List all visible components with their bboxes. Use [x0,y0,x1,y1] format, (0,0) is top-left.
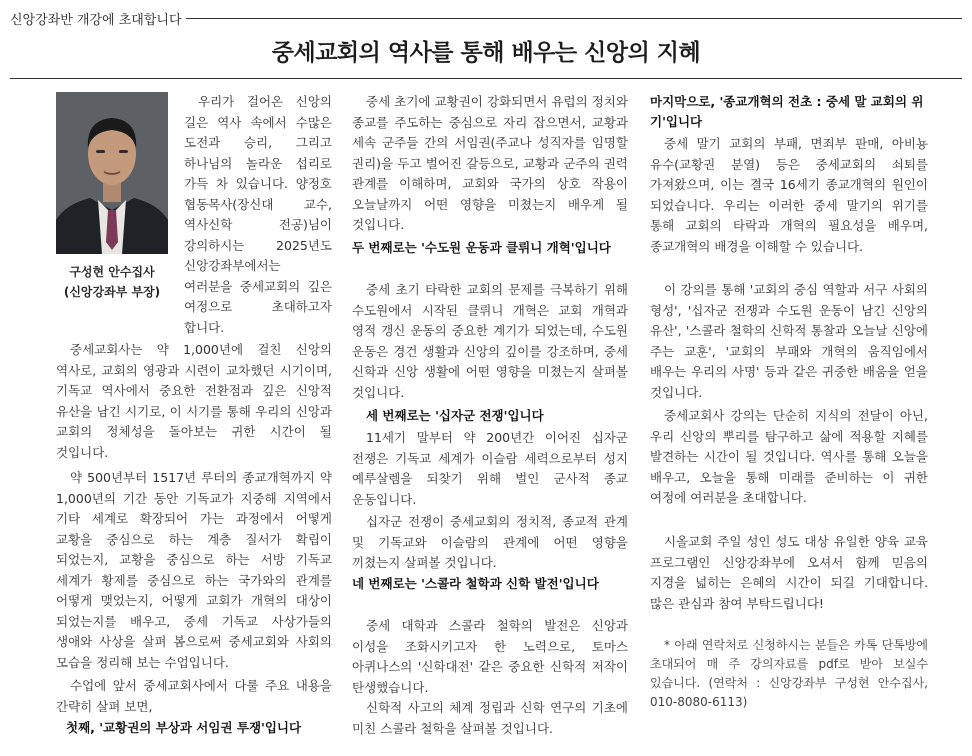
portrait-illustration [56,92,168,254]
col2-paragraph-4: 십자군 전쟁이 중세교회의 정치적, 종교적 관계 및 기독교와 이슬람의 관계에 어떤 영향을 끼쳤는지 살펴볼 것입니다. [352,514,628,570]
portrait-photo [56,92,168,254]
col2-paragraph-3: 11세기 말부터 약 200년간 이어진 십자군 전쟁은 기독교 세계가 이슬람 세력으로부터 성지 예루살렘을 되찾기 위해 벌인 군사적 종교 운동입니다. [352,430,628,507]
col2-paragraph-5: 중세 대학과 스콜라 철학의 발전은 신앙과 이성을 조화시키고자 한 노력으로, 토마스 아퀴나스의 '신학대전' 같은 중요한 신학적 저작이 탄생했습니다. [352,618,628,695]
kicker-rule [186,18,962,19]
col1-paragraph-2: 중세교회사는 약 1,000년에 걸친 신앙의 역사로, 교회의 영광과 시련이 교차했던 시기이며, 기독교 역사에서 중요한 전환점과 깊은 신앙적 유산을 남긴 시기로, 이 시기를 통해 우리의 신앙과 교회의 정체성을 돌아보는 귀한 시간이 될 것입니다. [56,342,332,460]
subheading-2: 두 번째로는 '수도원 운동과 클뤼니 개혁'입니다 [352,240,611,255]
col2-paragraph-1: 중세 초기에 교황권이 강화되면서 유럽의 정치와 종교를 주도하는 중심으로 자리 잡으면서, 교황과 세속 군주들 간의 서임권(주교나 성직자를 임명할 권리)을 두고 벌어진 갈등으로, 교황과 군주의 권력 관계를 이해하며, 교회와 국가의 상호 작용이 오늘날까지 어떤 영향을 미쳤는지 배우게 될 것입니다. [352,94,628,232]
author-caption [50,262,174,302]
section-kicker [10,8,962,28]
author-name: 구성현 안수집사 [69,265,155,279]
col2-paragraph-2: 중세 초기 타락한 교회의 문제를 극복하기 위해 수도원에서 시작된 클뤼니 개혁은 교회 개혁과 영적 갱신 운동의 중요한 계기가 되었는데, 수도원 운동은 경건 생활과 신앙의 깊이를 강조하며, 중세 신학과 신앙 생활에 어떤 영향을 미쳤는지 살펴볼 것입니다. [352,282,628,400]
col3-paragraph-2: 이 강의를 통해 '교회의 중심 역할과 서구 사회의 형성', '십자군 전쟁과 수도원 운동이 남긴 신앙의 유산', '스콜라 철학의 신학적 통찰과 오늘날 신앙에 주는 교훈', '교회의 부패와 개혁의 움직임에서 배우는 우리의 사명' 등과 같은 귀중한 배움을 얻을 것입니다. [650,282,928,400]
col3-paragraph-1: 중세 말기 교회의 부패, 면죄부 판매, 아비뇽 유수(교황권 분열) 등은 중세교회의 쇠퇴를 가져왔으며, 이는 결국 16세기 종교개혁의 원인이 되었습니다. 우리는 이러한 중세 말기의 위기를 통해 교회의 타락과 개혁의 필요성을 배우며, 종교개혁의 배경을 이해할 수 있습니다. [650,136,928,254]
col3-paragraph-4: 시올교회 주일 성인 성도 대상 유일한 양육 교육 프로그램인 신앙강좌부에 오셔서 함께 믿음의 지경을 넓히는 은혜의 시간이 되길 기대합니다. 많은 관심과 참여 부탁드립니다! [650,534,928,611]
col1-paragraph-4: 수업에 앞서 중세교회사에서 다룰 주요 내용을 간략히 살펴 보면, [56,678,332,714]
col1-intro-paragraph: 우리가 걸어온 신앙의 길은 역사 속에서 수많은 도전과 승리, 그리고 하나님의 놀라운 섭리로 가득 차 있습니다. 양정호 협동목사(장신대 교수, 역사신학 전공)님이 강의하시는 2025년도 신앙강좌부에서는 여러분을 중세교회의 깊은 여정으로 초대하고자 합니다. [184,94,332,335]
col1-paragraph-3: 약 500년부터 1517년 루터의 종교개혁까지 약 1,000년의 기간 동안 기독교가 지중해 지역에서 기타 세계로 확장되어 가는 과정에서 어떻게 교황을 중심으로 하는 계층 질서가 확립이 되었는지, 교황을 중심으로 하는 서방 기독교 세계가 황제를 중심으로 하는 국가와의 관계를 어떻게 맺었는지, 어떻게 교회가 개혁의 대상이 되었는지를 배우고, 중세 기독교 사상가들의 생애와 사상을 살펴 봄으로써 중세교회와 사회의 모습을 정리해 보는 수업입니다. [56,470,332,670]
section-label: 신앙강좌반 개강에 초대합니다 [10,12,182,28]
col2-paragraph-6: 신학적 사고의 체계 정립과 신학 연구의 기초에 미친 스콜라 철학을 살펴볼 것입니다. [352,700,628,736]
contact-note: * 아래 연락처로 신청하시는 분들은 카톡 단톡방에 초대되어 매 주 강의자료를 pdf로 받아 보실수 있습니다. (연락처 : 신앙강좌부 구성현 안수집사, 010-8080-6113) [650,638,928,709]
subheading-5: 마지막으로, '종교개혁의 전초 : 중세 말 교회의 위기'입니다 [650,94,924,129]
author-role: (신앙강좌부 부장) [63,285,161,299]
col3-paragraph-3: 중세교회사 강의는 단순히 지식의 전달이 아닌, 우리 신앙의 뿌리를 탐구하고 삶에 적용할 지혜를 발견하는 시간이 될 것입니다. 역사를 통해 오늘을 배우고, 오늘을 통해 미래를 준비하는 이 귀한 여정에 여러분을 초대합니다. [650,408,928,505]
subheading-1: 첫째, '교황권의 부상과 서임권 투쟁'입니다 [66,720,302,735]
title-rule [10,78,962,79]
subheading-3: 세 번째로는 '십자군 전쟁'입니다 [366,408,544,423]
headline: 중세교회의 역사를 통해 배우는 신앙의 지혜 [271,40,701,66]
subheading-4: 네 번째로는 '스콜라 철학과 신학 발전'입니다 [352,576,599,591]
